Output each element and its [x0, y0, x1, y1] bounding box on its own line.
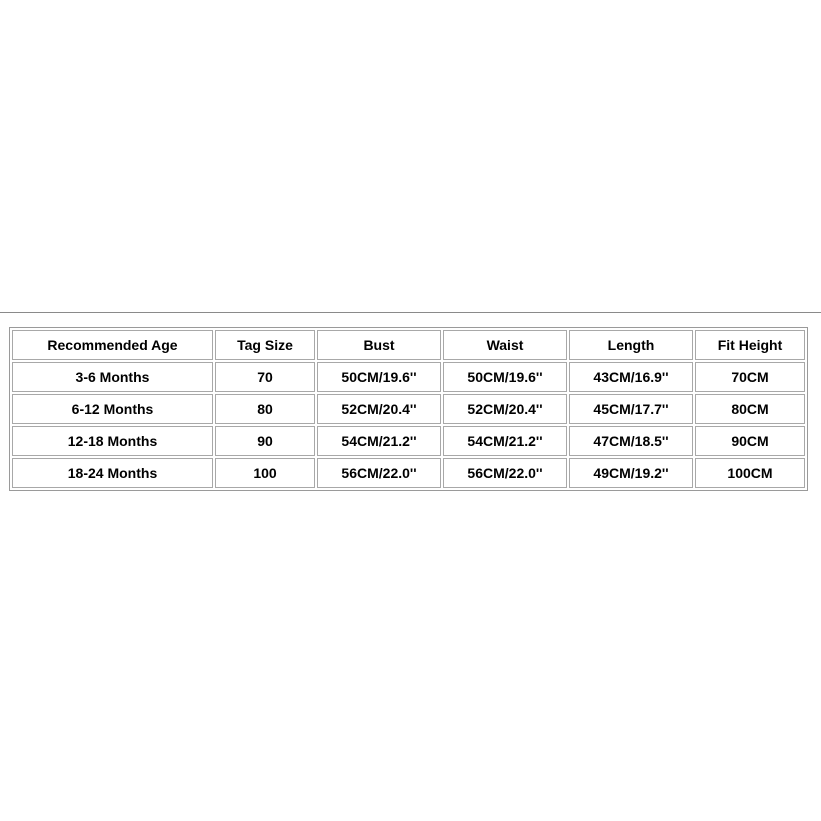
waist-cell: 54CM/21.2''	[443, 426, 567, 456]
column-header-bust: Bust	[317, 330, 441, 360]
column-header-fit-height: Fit Height	[695, 330, 805, 360]
age-cell: 3-6 Months	[12, 362, 213, 392]
fit-height-cell: 70CM	[695, 362, 805, 392]
age-cell: 12-18 Months	[12, 426, 213, 456]
bust-cell: 50CM/19.6''	[317, 362, 441, 392]
bust-cell: 54CM/21.2''	[317, 426, 441, 456]
header-row	[12, 330, 805, 360]
age-cell: 18-24 Months	[12, 458, 213, 488]
tag-size-cell: 80	[215, 394, 315, 424]
size-chart-table	[9, 327, 808, 491]
waist-cell: 52CM/20.4''	[443, 394, 567, 424]
waist-cell: 56CM/22.0''	[443, 458, 567, 488]
table-row	[12, 394, 805, 424]
bust-cell: 56CM/22.0''	[317, 458, 441, 488]
bust-cell: 52CM/20.4''	[317, 394, 441, 424]
waist-cell: 50CM/19.6''	[443, 362, 567, 392]
length-cell: 49CM/19.2''	[569, 458, 693, 488]
tag-size-cell: 90	[215, 426, 315, 456]
tag-size-cell: 70	[215, 362, 315, 392]
fit-height-cell: 90CM	[695, 426, 805, 456]
column-header-recommended-age: Recommended Age	[12, 330, 213, 360]
table-row	[12, 362, 805, 392]
tag-size-cell: 100	[215, 458, 315, 488]
table-row	[12, 426, 805, 456]
length-cell: 43CM/16.9''	[569, 362, 693, 392]
fit-height-cell: 80CM	[695, 394, 805, 424]
length-cell: 45CM/17.7''	[569, 394, 693, 424]
column-header-length: Length	[569, 330, 693, 360]
horizontal-divider	[0, 312, 821, 313]
column-header-tag-size: Tag Size	[215, 330, 315, 360]
age-cell: 6-12 Months	[12, 394, 213, 424]
column-header-waist: Waist	[443, 330, 567, 360]
table-row	[12, 458, 805, 488]
fit-height-cell: 100CM	[695, 458, 805, 488]
length-cell: 47CM/18.5''	[569, 426, 693, 456]
